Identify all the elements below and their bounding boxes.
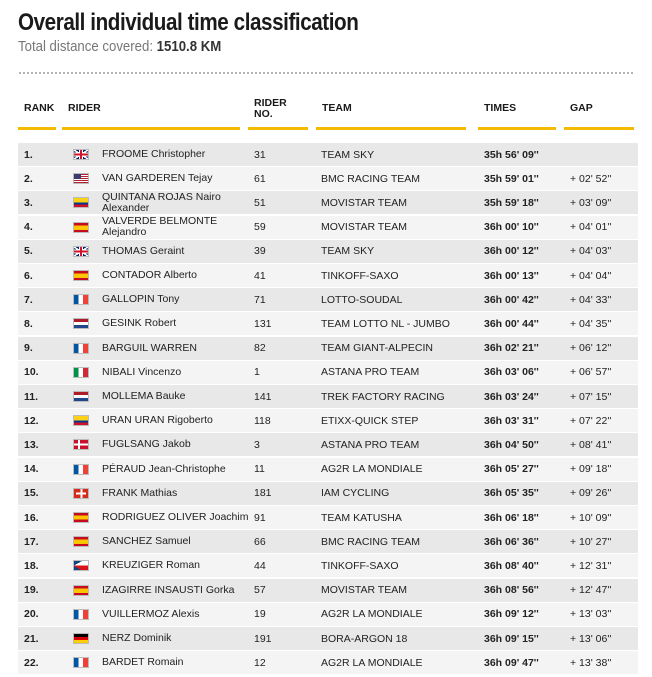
- es-flag-icon: [73, 512, 89, 523]
- flag-cell: [73, 361, 89, 384]
- dk-flag-icon: [73, 439, 89, 450]
- total-time: 36h 04' 50'': [484, 438, 539, 451]
- total-time: 36h 06' 36'': [484, 535, 539, 548]
- flag-cell: [73, 458, 89, 481]
- rider-name: FRANK Mathias: [102, 486, 178, 499]
- rider-name: VALVERDE BELMONTE Alejandro: [102, 215, 218, 239]
- rider-name: GALLOPIN Tony: [102, 293, 180, 306]
- flag-cell: [73, 433, 89, 456]
- time-gap: + 02' 52'': [570, 172, 612, 185]
- time-gap: + 04' 33'': [570, 293, 612, 306]
- flag-cell: [73, 337, 89, 360]
- table-row: [18, 385, 638, 409]
- flag-cell: [73, 530, 89, 553]
- time-gap: + 13' 38'': [570, 656, 612, 669]
- team-name: TINKOFF-SAXO: [321, 559, 399, 572]
- time-gap: + 06' 57'': [570, 366, 612, 379]
- total-time: 36h 00' 10'': [484, 221, 539, 234]
- rank-cell: 3.: [24, 196, 33, 209]
- rider-name: SANCHEZ Samuel: [102, 535, 191, 548]
- rank-cell: 17.: [24, 535, 39, 548]
- time-gap: + 10' 27'': [570, 535, 612, 548]
- team-name: MOVISTAR TEAM: [321, 196, 407, 209]
- header-rider-no: RIDER NO.: [248, 90, 308, 130]
- rider-name: FROOME Christopher: [102, 148, 206, 160]
- table-row: [18, 433, 638, 457]
- rank-cell: 6.: [24, 269, 33, 282]
- table-row: [18, 312, 638, 336]
- header-rank: RANK: [18, 90, 56, 130]
- team-name: BMC RACING TEAM: [321, 535, 420, 548]
- us-flag-icon: [73, 173, 89, 184]
- rank-cell: 7.: [24, 293, 33, 306]
- team-name: TEAM GIANT-ALPECIN: [321, 342, 434, 355]
- rank-cell: 21.: [24, 632, 39, 645]
- rider-number: 66: [254, 535, 266, 548]
- page-subtitle: [18, 38, 221, 55]
- rider-number: 11: [254, 463, 265, 476]
- rider-number: 41: [254, 269, 266, 282]
- flag-cell: [73, 651, 89, 674]
- rider-name: VUILLERMOZ Alexis: [102, 607, 200, 620]
- es-flag-icon: [73, 536, 89, 547]
- rank-cell: 4.: [24, 221, 33, 234]
- time-gap: + 03' 09'': [570, 196, 612, 209]
- table-row: [18, 530, 638, 554]
- es-flag-icon: [73, 222, 89, 233]
- rank-cell: 12.: [24, 414, 39, 427]
- total-time: 36h 08' 40'': [484, 559, 539, 572]
- rank-cell: 13.: [24, 438, 39, 451]
- rider-name: VAN GARDEREN Tejay: [102, 172, 213, 185]
- team-name: ASTANA PRO TEAM: [321, 438, 420, 451]
- team-name: MOVISTAR TEAM: [321, 221, 407, 234]
- team-name: TREK FACTORY RACING: [321, 390, 445, 403]
- total-time: 36h 03' 24'': [484, 390, 539, 403]
- fr-flag-icon: [73, 609, 89, 620]
- rank-cell: 22.: [24, 656, 39, 669]
- cz-flag-icon: [73, 560, 89, 571]
- table-row: [18, 409, 638, 433]
- team-name: MOVISTAR TEAM: [321, 584, 407, 597]
- total-time: 36h 05' 27'': [484, 463, 539, 476]
- flag-cell: [73, 312, 89, 335]
- team-name: ASTANA PRO TEAM: [321, 366, 420, 379]
- total-time: 36h 06' 18'': [484, 511, 539, 524]
- time-gap: + 10' 09'': [570, 511, 612, 524]
- total-time: 36h 00' 13'': [484, 269, 539, 282]
- team-name: TEAM SKY: [321, 245, 375, 258]
- team-name: IAM CYCLING: [321, 487, 390, 500]
- total-time: 36h 00' 42'': [484, 293, 539, 306]
- rank-cell: 20.: [24, 608, 39, 621]
- total-time: 36h 00' 12'': [484, 245, 539, 258]
- flag-cell: [73, 506, 89, 529]
- table-row: [18, 361, 638, 385]
- rider-name: MOLLEMA Bauke: [102, 390, 186, 402]
- total-time: 36h 05' 35'': [484, 487, 539, 500]
- rider-name: RODRIGUEZ OLIVER Joachim: [102, 511, 249, 523]
- time-gap: + 07' 22'': [570, 414, 612, 427]
- fr-flag-icon: [73, 657, 89, 668]
- team-name: AG2R LA MONDIALE: [321, 656, 423, 669]
- co-flag-icon: [73, 197, 89, 208]
- flag-cell: [73, 191, 89, 214]
- table-row: [18, 143, 638, 167]
- rank-cell: 9.: [24, 342, 33, 355]
- total-time: 35h 59' 01'': [484, 172, 539, 185]
- rank-cell: 14.: [24, 463, 39, 476]
- team-name: LOTTO-SOUDAL: [321, 293, 403, 306]
- fr-flag-icon: [73, 343, 89, 354]
- table-row: [18, 216, 638, 240]
- rank-cell: 11.: [24, 390, 39, 403]
- rider-name: QUINTANA ROJAS Nairo Alexander: [102, 190, 221, 214]
- header-times: TIMES: [478, 90, 556, 130]
- distance-label: Total distance covered:: [18, 38, 154, 55]
- rider-name: NIBALI Vincenzo: [102, 365, 182, 378]
- total-time: 36h 09' 15'': [484, 632, 539, 645]
- total-time: 35h 59' 18'': [484, 196, 539, 209]
- total-time: 36h 08' 56'': [484, 584, 539, 597]
- flag-cell: [73, 264, 89, 287]
- rank-cell: 18.: [24, 559, 39, 572]
- rank-cell: 1.: [24, 148, 33, 161]
- table-row: [18, 482, 638, 506]
- rank-cell: 15.: [24, 487, 39, 500]
- rider-number: 191: [254, 632, 272, 645]
- rider-name: BARDET Romain: [102, 656, 184, 669]
- team-name: TINKOFF-SAXO: [321, 269, 399, 282]
- es-flag-icon: [73, 585, 89, 596]
- rank-cell: 16.: [24, 511, 39, 524]
- rider-number: 91: [254, 511, 266, 524]
- nl-flag-icon: [73, 318, 89, 329]
- time-gap: + 12' 31'': [570, 559, 612, 572]
- table-row: [18, 554, 638, 578]
- flag-cell: [73, 409, 89, 432]
- rider-number: 12: [254, 656, 266, 669]
- flag-cell: [73, 167, 89, 190]
- nl-flag-icon: [73, 391, 89, 402]
- rider-number: 82: [254, 342, 266, 355]
- time-gap: + 04' 03'': [570, 245, 612, 258]
- total-time: 36h 02' 21'': [484, 342, 539, 355]
- rider-number: 19: [254, 608, 266, 621]
- total-time: 36h 09' 12'': [484, 608, 539, 621]
- it-flag-icon: [73, 367, 89, 378]
- header-gap: GAP: [564, 90, 634, 130]
- flag-cell: [73, 216, 89, 239]
- flag-cell: [73, 579, 89, 602]
- table-row: [18, 191, 638, 215]
- time-gap: + 04' 35'': [570, 317, 612, 330]
- time-gap: + 09' 26'': [570, 487, 612, 500]
- team-name: BMC RACING TEAM: [321, 172, 420, 185]
- fr-flag-icon: [73, 294, 89, 305]
- rider-number: 131: [254, 317, 272, 330]
- rider-number: 57: [254, 584, 266, 597]
- rider-number: 59: [254, 221, 266, 234]
- table-row: [18, 579, 638, 603]
- flag-cell: [73, 627, 89, 650]
- team-name: AG2R LA MONDIALE: [321, 608, 423, 621]
- rider-number: 141: [254, 390, 272, 403]
- rank-cell: 10.: [24, 366, 39, 379]
- rank-cell: 2.: [24, 172, 33, 185]
- table-row: [18, 167, 638, 191]
- table-row: [18, 651, 638, 675]
- rider-name: PÉRAUD Jean-Christophe: [102, 462, 226, 475]
- flag-cell: [73, 288, 89, 311]
- rank-cell: 5.: [24, 245, 33, 258]
- rider-number: 31: [254, 148, 266, 161]
- team-name: TEAM KATUSHA: [321, 511, 402, 524]
- rider-number: 51: [254, 196, 266, 209]
- flag-cell: [73, 603, 89, 626]
- gb-flag-icon: [73, 246, 89, 257]
- flag-cell: [73, 554, 89, 577]
- team-name: ETIXX-QUICK STEP: [321, 414, 419, 427]
- header-rider: RIDER: [62, 90, 240, 130]
- rider-number: 1: [254, 366, 260, 379]
- rider-number: 181: [254, 487, 272, 500]
- rider-number: 44: [254, 559, 266, 572]
- rider-name: GESINK Robert: [102, 317, 177, 330]
- rider-name: FUGLSANG Jakob: [102, 438, 191, 451]
- rider-name: CONTADOR Alberto: [102, 269, 197, 281]
- team-name: BORA-ARGON 18: [321, 632, 408, 645]
- rider-number: 71: [254, 293, 266, 306]
- rider-number: 3: [254, 438, 260, 451]
- flag-cell: [73, 240, 89, 263]
- time-gap: + 04' 04'': [570, 269, 612, 282]
- flag-cell: [73, 482, 89, 505]
- time-gap: + 06' 12'': [570, 342, 612, 355]
- rider-name: BARGUIL WARREN: [102, 341, 197, 354]
- es-flag-icon: [73, 270, 89, 281]
- page-title: Overall individual time classification: [18, 9, 359, 36]
- time-gap: + 08' 41'': [570, 438, 612, 451]
- time-gap: + 07' 15'': [570, 390, 612, 403]
- rider-name: IZAGIRRE INSAUSTI Gorka: [102, 583, 235, 596]
- co-flag-icon: [73, 415, 89, 426]
- time-gap: + 13' 06'': [570, 632, 612, 645]
- ch-flag-icon: [73, 488, 89, 499]
- rider-number: 39: [254, 245, 266, 258]
- total-time: 36h 03' 31'': [484, 414, 539, 427]
- time-gap: + 13' 03'': [570, 608, 612, 621]
- total-time: 35h 56' 09'': [484, 148, 539, 161]
- table-row: [18, 506, 638, 530]
- team-name: TEAM LOTTO NL - JUMBO: [321, 317, 450, 330]
- rider-name: NERZ Dominik: [102, 632, 172, 644]
- table-row: [18, 337, 638, 361]
- flag-cell: [73, 143, 89, 166]
- rider-number: 118: [254, 414, 271, 427]
- table-row: [18, 264, 638, 288]
- de-flag-icon: [73, 633, 89, 644]
- table-row: [18, 603, 638, 627]
- table-row: [18, 240, 638, 264]
- team-name: AG2R LA MONDIALE: [321, 463, 423, 476]
- rider-number: 61: [254, 172, 266, 185]
- table-row: [18, 288, 638, 312]
- flag-cell: [73, 385, 89, 408]
- table-row: [18, 627, 638, 651]
- rider-name: URAN URAN Rigoberto: [102, 414, 213, 427]
- team-name: TEAM SKY: [321, 148, 375, 161]
- total-time: 36h 03' 06'': [484, 366, 539, 379]
- rider-name: KREUZIGER Roman: [102, 559, 201, 572]
- distance-value: 1510.8 KM: [156, 38, 222, 55]
- rank-cell: 19.: [24, 584, 39, 597]
- time-gap: + 09' 18'': [570, 463, 612, 476]
- time-gap: + 12' 47'': [570, 584, 612, 597]
- rank-cell: 8.: [24, 317, 33, 330]
- total-time: 36h 00' 44'': [484, 317, 539, 330]
- header-team: TEAM: [316, 90, 466, 130]
- dotted-divider: [18, 72, 634, 74]
- fr-flag-icon: [73, 464, 89, 475]
- gb-flag-icon: [73, 149, 89, 160]
- total-time: 36h 09' 47'': [484, 656, 539, 669]
- table-row: [18, 458, 638, 482]
- rider-name: THOMAS Geraint: [102, 244, 185, 257]
- time-gap: + 04' 01'': [570, 221, 612, 234]
